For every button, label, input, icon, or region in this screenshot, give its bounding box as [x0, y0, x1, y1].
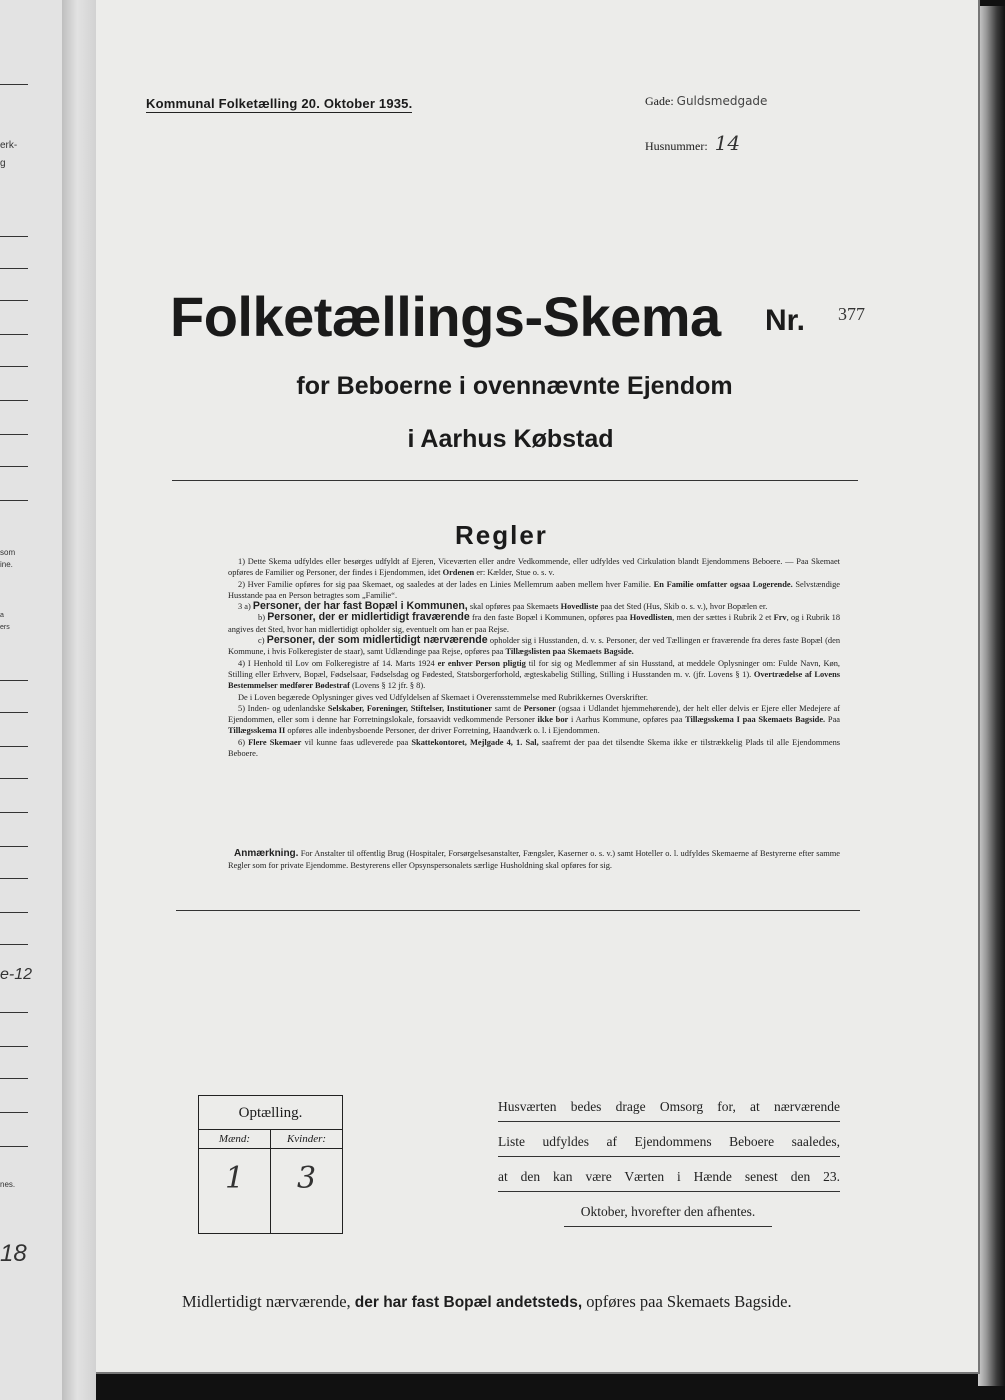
rule-emphasis: Hovedlisten: [629, 613, 673, 623]
left-page-rule: [0, 236, 28, 237]
rule-text: 5) Inden- og udenlandske: [238, 703, 326, 713]
left-page-rule: [0, 1012, 28, 1013]
rule-text: , og i Rubrik 18 angives det Sted, hvor han midlertidigt opholder sig, eventuelt om han er paa Rejse.: [228, 613, 841, 634]
left-page-rule: [0, 500, 28, 501]
left-page-rule: [0, 1146, 28, 1147]
rule-text: vil kunne faas udleverede paa: [304, 737, 409, 747]
women-count: 3: [296, 1161, 317, 1196]
left-page-rule: [0, 268, 28, 269]
rule-text: fra den faste Bopæl i Kommunen, opføres paa: [472, 613, 628, 623]
rule-text: b): [258, 613, 265, 623]
men-label: Mænd:: [199, 1130, 270, 1149]
left-page-fragment: e-12: [0, 966, 33, 983]
rule-text: 2) Hver Familie opføres for sig paa Skemaet, og saaledes at der lades en Linies Mellemrum aaben mellem hver Familie.: [238, 579, 651, 589]
house-number-value: 14: [714, 131, 741, 155]
remark-text: For Anstalter til offentlig Brug (Hospitaler, Forsørgelsesanstalter, Fængsler, Kaserner o. s. v.) samt Hoteller o. l. udfyldes Skemaerne af Bestyrerne efter samme Regler som for private Ejendomme. Bestyrerens eller Opsynspersonalets særlige Husholdning skal opføres for sig.: [228, 849, 840, 870]
street-field: [645, 94, 767, 109]
rule-text: paa det Sted (Hus, Skib o. s. v.), hvor Bopælen er.: [600, 602, 768, 612]
left-page-fragment: ers: [0, 624, 10, 631]
remark-label: Anmærkning.: [234, 848, 299, 859]
left-page-fragment: ine.: [0, 560, 13, 569]
rule-text: Selvstændige Husstande paa en Person betragtes som „Familie“.: [228, 579, 841, 600]
rules-text: [228, 556, 840, 759]
notice-line: Liste udfyldes af Ejendommens Beboere saaledes,: [498, 1134, 840, 1157]
left-page-rule: [0, 84, 28, 85]
rule-emphasis: Frv: [773, 613, 787, 623]
rule-text: c): [258, 636, 265, 646]
left-page-rule: [0, 944, 28, 945]
form-number: 377: [838, 304, 865, 324]
street-value: Guldsmedgade: [676, 94, 768, 108]
rule-5: [228, 703, 840, 737]
men-column: [199, 1130, 271, 1233]
footer-text: Midlertidigt nærværende,: [182, 1292, 351, 1311]
rule-4-note: [228, 692, 840, 703]
rule-text: 6): [238, 737, 245, 747]
left-page-rule: [0, 778, 28, 779]
rule-emphasis: En Familie omfatter ogsaa Logerende.: [653, 579, 793, 589]
rule-emphasis: Overtrædelse af Lovens Bestemmelser medfører Bødestraf: [228, 669, 840, 691]
left-page-rule: [0, 466, 28, 467]
left-page-rule: [0, 712, 28, 713]
footer-note: [182, 1292, 792, 1312]
form-nr-label: Nr.: [765, 304, 806, 337]
left-page-rule: [0, 912, 28, 913]
rule-text: 4) I Henhold til Lov om Folkeregistre af 14. Marts 1924: [238, 658, 435, 668]
rule-text: i Aarhus Kommune, opføres paa: [571, 715, 683, 725]
book-gutter: [62, 0, 96, 1400]
rule-3b: [228, 612, 840, 635]
remark-block: [228, 848, 840, 871]
left-page-rule: [0, 812, 28, 813]
rule-2: [228, 579, 840, 602]
form-title: Folketællings-Skema: [170, 285, 721, 348]
count-box: [198, 1095, 343, 1234]
rule-emphasis: Ordenen: [442, 568, 475, 578]
rule-emphasis: Hovedliste: [560, 602, 599, 612]
divider-line: [176, 910, 860, 911]
left-page-rule: [0, 1078, 28, 1079]
rule-emphasis: Personer, der er midlertidigt fraværende: [267, 611, 470, 624]
rule-emphasis: Flere Skemaer: [248, 737, 302, 747]
rule-emphasis: Selskaber, Foreninger, Stiftelser, Institutioner: [327, 703, 492, 713]
left-page-fragment: erk-: [0, 140, 18, 151]
rule-emphasis: Skattekontoret, Mejlgade 4, 1. Sal,: [411, 737, 539, 747]
rule-text: (ogsaa i Udlandet hjemmehørende), der helt eller delvis er Ejere eller Medejere af Ejendommen, eller som i denne har Forretningslokale, forsaavidt vedkommende Personer: [228, 703, 841, 725]
rule-emphasis: er enhver Person pligtig: [437, 658, 526, 668]
rule-emphasis: Personer, der som midlertidigt nærværende: [266, 634, 488, 647]
form-subtitle-city: i Aarhus Købstad: [407, 425, 614, 453]
rule-emphasis: Tillægsskema II: [228, 726, 286, 736]
rule-text: skal opføres paa Skemaets: [469, 602, 559, 612]
rule-text: til for sig og Medlemmer af sin Husstand, at meddele Oplysninger om: Fulde Navn, Køn, Stilling eller Erhverv, Bopæl, Fødselsaar, Fødselsdag og Fødested, Statsborgerforhold, ægteskabelig Stilling, Stilling i Husstanden m. v. (jfr. Lovens § 1).: [228, 658, 841, 679]
rule-text: saafremt der paa det tilsendte Skema ikke er tilstrækkelig Plads til alle Ejendommens Beboere.: [228, 737, 841, 759]
left-page-rule: [0, 846, 28, 847]
left-page-rule: [0, 366, 28, 367]
left-page-rule: [0, 1046, 28, 1047]
divider-line: [172, 480, 858, 481]
census-header-line: Kommunal Folketælling 20. Oktober 1935.: [146, 96, 413, 111]
women-label: Kvinder:: [271, 1130, 342, 1149]
left-page-rule: [0, 1112, 28, 1113]
rule-text: Paa: [827, 715, 840, 725]
count-caption: Optælling.: [199, 1096, 342, 1130]
women-column: [271, 1130, 342, 1233]
house-number-field: [645, 131, 740, 155]
left-page-fragment: a: [0, 612, 4, 619]
notice-line: Oktober, hvorefter den afhentes.: [564, 1204, 772, 1227]
notice-line: at den kan være Værten i Hænde senest den 23.: [498, 1169, 840, 1192]
men-count: 1: [224, 1161, 245, 1196]
left-page-fragment: 18: [0, 1240, 27, 1267]
left-page-rule: [0, 878, 28, 879]
left-page-rule: [0, 334, 28, 335]
rule-text: 3 a): [238, 602, 251, 612]
rule-emphasis: ikke bor: [537, 715, 569, 725]
rule-text: De i Loven begærede Oplysninger gives ved Udfyldelsen af Skemaet i Overensstemmelse med Rubrikkernes Overskrifter.: [238, 692, 649, 702]
left-page-rule: [0, 300, 28, 301]
rule-text: 1) Dette Skema udfyldes eller besørges udfyldt af Ejeren, Viceværten eller andre Vedkommende, eller udfyldes ved Cirkulation blandt Ejendommens Beboere. — Paa Skemaet opføres de Familier og Personer, der findes i Ejendommen, idet: [228, 557, 840, 578]
rule-text: opholder sig i Husstanden, d. v. s. Personer, der ved Tællingen er fraværende fra deres faste Bopæl (den Kommune, i hvis Folkeregister de staar), samt Udlændinge paa Rejse, opføres paa: [228, 636, 841, 657]
left-page-strip: [0, 0, 64, 1400]
rule-3c: [228, 635, 840, 658]
landlord-notice: [498, 1099, 840, 1239]
rule-text: samt de: [494, 703, 522, 713]
rule-1: [228, 556, 840, 579]
remark-paragraph: [228, 848, 840, 871]
footer-text: opføres paa Skemaets Bagside.: [586, 1292, 792, 1311]
rule-emphasis: Tillægsskema I paa Skemaets Bagside.: [685, 715, 826, 725]
left-page-rule: [0, 680, 28, 681]
rule-text: , men der sættes i Rubrik 2 et: [672, 613, 772, 623]
rule-text: er: Kælder, Stue o. s. v.: [476, 568, 555, 578]
left-page-fragment: g: [0, 158, 6, 169]
rule-emphasis: Personer: [523, 703, 556, 713]
rule-emphasis: Tillægslisten paa Skemaets Bagside.: [505, 647, 634, 657]
rule-text: (Lovens § 12 jfr. § 8).: [351, 681, 426, 691]
rules-heading: Regler: [455, 520, 548, 550]
house-number-label: Husnummer:: [645, 139, 708, 153]
form-subtitle: for Beboerne i ovennævnte Ejendom: [296, 372, 733, 400]
notice-line: Husværten bedes drage Omsorg for, at nærværende: [498, 1099, 840, 1122]
left-page-fragment: nes.: [0, 1180, 16, 1189]
rule-4: [228, 658, 840, 692]
left-page-rule: [0, 746, 28, 747]
street-label: Gade:: [645, 94, 674, 108]
rule-6: [228, 737, 840, 760]
left-page-fragment: som: [0, 548, 16, 557]
rule-emphasis: Personer, der har fast Bopæl i Kommunen,: [252, 600, 468, 613]
page-edge-shadow: [978, 6, 1005, 1386]
rule-text: opføres alle indenbysboende Personer, der driver Forretning, Haandværk o. l. i Ejendommen.: [287, 726, 600, 736]
footer-emphasis: der har fast Bopæl andetsteds,: [354, 1294, 583, 1311]
